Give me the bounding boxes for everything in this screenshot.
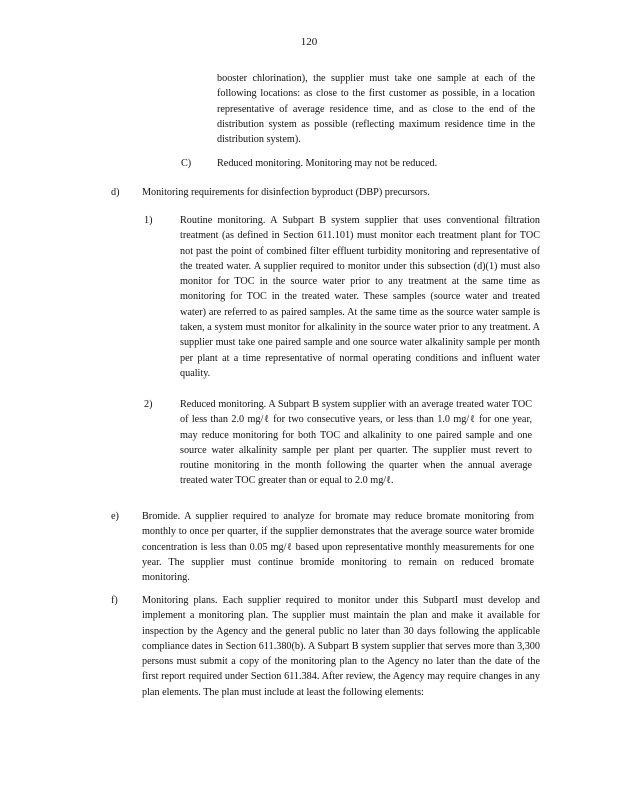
item-d1-text: Routine monitoring. A Subpart B system supplier that uses conventional filtration treatment (as defined in Section 611.101) must monitor each treatment plant for TOC not past the point of combined filter effluent turbidity monitoring and representative of the treated water. A supplier required to monitor under this subsection (d)(1) must also monitor for TOC in the source water prior to any treatment at the same time as monitoring for TOC in the treated water. These samples (source water and treated water) are referred to as paired samples. At the same time as the source water sample is taken, a system must monitor for alkalinity in the source water prior to any treatment. A supplier must take one paired sample and one source water alkalinity sample per month per plant at a time representative of normal operating conditions and influent water quality. — [180, 215, 540, 379]
item-e-marker: e) — [111, 511, 119, 522]
item-c-marker: C) — [181, 158, 192, 169]
continuation-paragraph: booster chlorination), the supplier must take one sample at each of the following locations: as close to the first customer as possible, in a location representative of average residence time, and as close to the end of the distribution system as possible (reflecting maximum residence time in the distribution system). — [217, 73, 535, 146]
item-f-text: Monitoring plans. Each supplier required to monitor under this SubpartI must develop and implement a monitoring plan. The supplier must maintain the plan and make it available for inspection by the Agency and the general public no later than 30 days following the applicable compliance dates in Section 611.380(b). A Subpart B system supplier that serves more than 3,300 persons must submit a copy of the monitoring plan to the Agency no later than the date of the first report required under Section 611.384. After review, the Agency may require changes in any plan elements. The plan must include at least the following elements: — [142, 595, 540, 698]
item-d2-text: Reduced monitoring. A Subpart B system supplier with an average treated water TOC of less than 2.0 mg/ℓ for two consecutive years, or less than 1.0 mg/ℓ for one year, may reduce monitoring for both TOC and alkalinity to one paired sample and one source water alkalinity sample per plant per quarter. The supplier must revert to routine monitoring in the month following the quarter when the annual average treated water TOC greater than or equal to 2.0 mg/ℓ. — [180, 399, 532, 487]
item-c-text: Reduced monitoring. Monitoring may not be reduced. — [217, 158, 438, 169]
item-d-marker: d) — [111, 187, 120, 198]
item-f-marker: f) — [111, 595, 118, 606]
page-number: 120 — [300, 36, 318, 48]
item-e-text: Bromide. A supplier required to analyze for bromate may reduce bromate monitoring from monthly to once per quarter, if the supplier demonstrates that the average source water bromide concentration is less than 0.05 mg/ℓ based upon representative monthly measurements for one year. The supplier must continue bromide monitoring to remain on reduced bromate monitoring. — [142, 511, 534, 584]
item-d-text: Monitoring requirements for disinfection byproduct (DBP) precursors. — [142, 187, 430, 198]
item-d2-marker: 2) — [144, 399, 153, 410]
item-d1-marker: 1) — [144, 215, 153, 226]
